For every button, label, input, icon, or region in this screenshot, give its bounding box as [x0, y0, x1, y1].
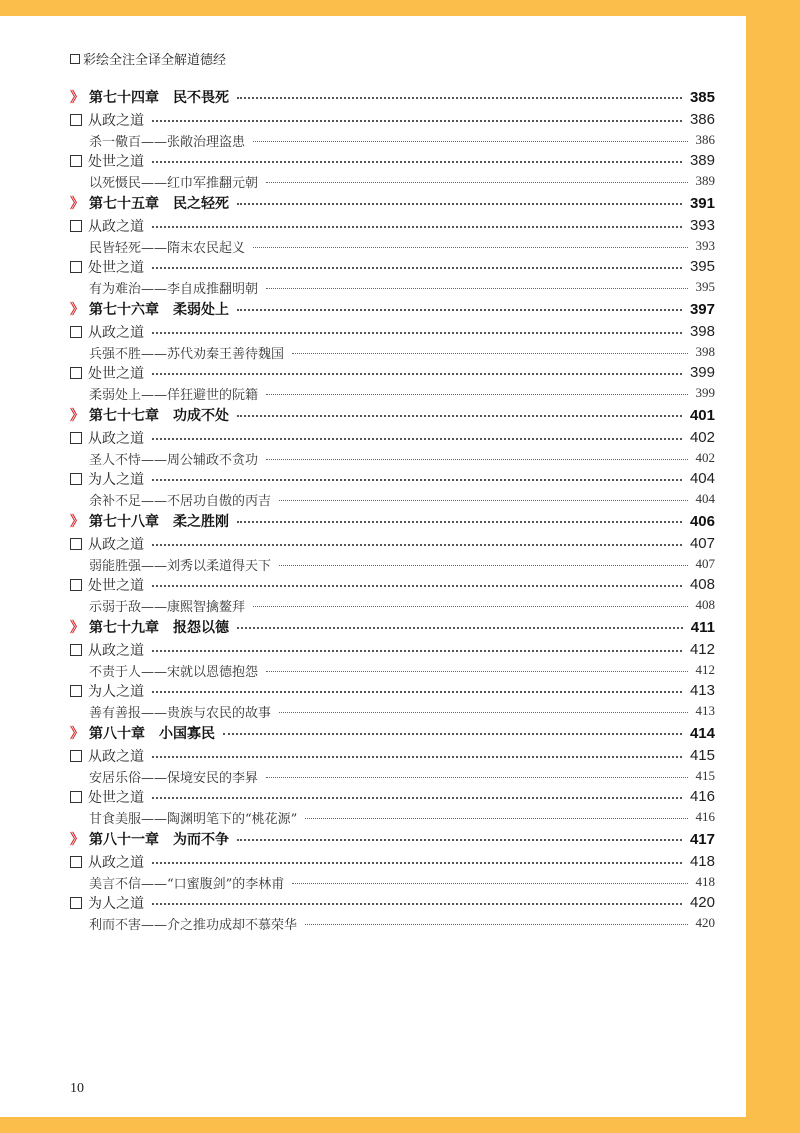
section-square-icon	[70, 155, 82, 167]
toc-page-number: 391	[689, 194, 715, 212]
section-square-icon	[70, 538, 82, 550]
checkbox-square-icon	[70, 54, 80, 64]
chapter-arrow-icon: 》	[70, 832, 84, 848]
chapter-title	[89, 829, 229, 849]
leader-dots	[152, 862, 682, 864]
leader-dots	[253, 141, 687, 142]
toc-page-number: 393	[689, 217, 715, 234]
toc-item-row[interactable]	[70, 595, 715, 615]
chapter-title	[89, 617, 229, 637]
toc-page-number: 386	[689, 111, 715, 128]
toc-page-number: 420	[689, 894, 715, 911]
section-square-icon	[70, 473, 82, 485]
toc-section-row[interactable]	[70, 150, 715, 171]
toc-item-row[interactable]	[70, 489, 715, 509]
story-title: 安居乐俗——保境安民的李昪	[89, 770, 259, 786]
toc-page-number: 420	[695, 915, 715, 930]
toc-section-row[interactable]	[70, 851, 715, 872]
running-header	[70, 49, 226, 68]
leader-dots	[266, 777, 687, 778]
toc-item-row[interactable]	[70, 766, 715, 786]
toc-page-number: 386	[695, 132, 715, 147]
toc-page-number: 404	[689, 470, 715, 487]
toc-page-number: 416	[689, 788, 715, 805]
toc-page-number: 407	[689, 535, 715, 552]
section-title: 从政之道	[88, 324, 144, 341]
story-title: 甘食美服——陶渊明笔下的“桃花源”	[89, 811, 298, 827]
toc-page-number: 397	[689, 300, 715, 318]
page-number: 10	[70, 1081, 84, 1096]
leader-dots	[152, 797, 682, 799]
chapter-title	[89, 405, 229, 425]
leader-dots	[152, 544, 682, 546]
toc-section-row[interactable]	[70, 468, 715, 489]
story-title: 善有善报——贵族与农民的故事	[89, 705, 272, 721]
toc-page-number: 395	[695, 279, 715, 294]
section-title: 为人之道	[88, 895, 144, 912]
leader-dots	[152, 903, 682, 905]
toc-section-row[interactable]	[70, 215, 715, 236]
leader-dots	[266, 671, 687, 672]
toc-page-number: 407	[695, 556, 715, 571]
toc-section-row[interactable]	[70, 109, 715, 130]
leader-dots	[292, 883, 687, 884]
story-title: 余补不足——不居功自傲的丙吉	[89, 493, 272, 509]
chapter-name: 小国寡民	[159, 726, 215, 742]
toc-chapter-row[interactable]	[70, 509, 715, 533]
chapter-arrow-icon: 》	[70, 90, 84, 106]
leader-dots	[237, 627, 683, 629]
leader-dots	[152, 479, 682, 481]
toc-item-row[interactable]	[70, 171, 715, 191]
leader-dots	[266, 182, 687, 183]
chapter-number: 第七十七章	[89, 408, 159, 424]
toc-section-row[interactable]	[70, 533, 715, 554]
leader-dots	[237, 415, 682, 417]
section-title: 处世之道	[88, 577, 144, 594]
section-title: 从政之道	[88, 748, 144, 765]
chapter-name: 民之轻死	[173, 196, 229, 212]
leader-dots	[152, 120, 682, 122]
leader-dots	[266, 394, 687, 395]
leader-dots	[305, 818, 687, 819]
toc-chapter-row[interactable]	[70, 721, 715, 745]
section-title: 处世之道	[88, 365, 144, 382]
story-title: 有为难治——李自成推翻明朝	[89, 281, 259, 297]
toc-page-number: 412	[695, 662, 715, 677]
story-title: 圣人不恃——周公辅政不贪功	[89, 452, 259, 468]
chapter-number: 第七十四章	[89, 90, 159, 106]
chapter-number: 第七十六章	[89, 302, 159, 318]
toc-page-number: 401	[689, 406, 715, 424]
chapter-title	[89, 299, 229, 319]
section-square-icon	[70, 685, 82, 697]
section-title: 从政之道	[88, 430, 144, 447]
chapter-number: 第八十一章	[89, 832, 159, 848]
leader-dots	[152, 585, 682, 587]
chapter-arrow-icon: 》	[70, 302, 84, 318]
toc-section-row[interactable]	[70, 362, 715, 383]
chapter-number: 第七十九章	[89, 620, 159, 636]
section-title: 从政之道	[88, 536, 144, 553]
book-title: 彩绘全注全译全解道德经	[83, 53, 227, 68]
leader-dots	[279, 712, 687, 713]
toc-chapter-row[interactable]	[70, 403, 715, 427]
toc-item-row[interactable]	[70, 383, 715, 403]
toc-section-row[interactable]	[70, 745, 715, 766]
leader-dots	[237, 203, 682, 205]
section-title: 从政之道	[88, 218, 144, 235]
chapter-number: 第八十章	[89, 726, 145, 742]
toc-section-row[interactable]	[70, 639, 715, 660]
leader-dots	[292, 353, 687, 354]
toc-item-row[interactable]	[70, 342, 715, 362]
section-square-icon	[70, 114, 82, 126]
toc-page-number: 404	[695, 491, 715, 506]
chapter-title	[89, 723, 215, 743]
chapter-name: 柔弱处上	[173, 302, 229, 318]
toc-page-number: 411	[690, 618, 715, 636]
section-title: 为人之道	[88, 471, 144, 488]
toc-page-number: 399	[689, 364, 715, 381]
story-title: 杀一儆百——张敞治理盗患	[89, 134, 246, 150]
toc-page-number: 415	[689, 747, 715, 764]
section-square-icon	[70, 644, 82, 656]
leader-dots	[152, 226, 682, 228]
toc-chapter-row[interactable]	[70, 191, 715, 215]
section-title: 从政之道	[88, 112, 144, 129]
toc-page-number: 389	[689, 152, 715, 169]
chapter-name: 柔之胜刚	[173, 514, 229, 530]
toc-page-number: 402	[689, 429, 715, 446]
toc-page-number: 418	[695, 874, 715, 889]
toc-page-number: 415	[695, 768, 715, 783]
section-square-icon	[70, 856, 82, 868]
story-title: 柔弱处上——佯狂避世的阮籍	[89, 387, 259, 403]
toc-page-number: 402	[695, 450, 715, 465]
section-square-icon	[70, 791, 82, 803]
section-square-icon	[70, 220, 82, 232]
toc-section-row[interactable]	[70, 574, 715, 595]
story-title: 民皆轻死——隋末农民起义	[89, 240, 246, 256]
section-title: 处世之道	[88, 789, 144, 806]
toc-section-row[interactable]	[70, 321, 715, 342]
section-title: 为人之道	[88, 683, 144, 700]
toc-section-row[interactable]	[70, 256, 715, 277]
leader-dots	[152, 373, 682, 375]
leader-dots	[223, 733, 682, 735]
leader-dots	[279, 565, 687, 566]
leader-dots	[152, 332, 682, 334]
leader-dots	[305, 924, 687, 925]
chapter-number: 第七十八章	[89, 514, 159, 530]
section-square-icon	[70, 750, 82, 762]
leader-dots	[152, 267, 682, 269]
leader-dots	[279, 500, 687, 501]
chapter-name: 为而不争	[173, 832, 229, 848]
chapter-arrow-icon: 》	[70, 408, 84, 424]
toc-page-number: 406	[689, 512, 715, 530]
leader-dots	[152, 650, 682, 652]
section-title: 从政之道	[88, 642, 144, 659]
chapter-arrow-icon: 》	[70, 196, 84, 212]
toc-page-number: 395	[689, 258, 715, 275]
chapter-name: 功成不处	[173, 408, 229, 424]
chapter-arrow-icon: 》	[70, 726, 84, 742]
section-square-icon	[70, 897, 82, 909]
toc-page-number: 399	[695, 385, 715, 400]
toc-page-number: 414	[689, 724, 715, 742]
story-title: 不责于人——宋就以恩德抱怨	[89, 664, 259, 680]
toc-item-row[interactable]	[70, 807, 715, 827]
toc-page-number: 412	[689, 641, 715, 658]
leader-dots	[237, 839, 682, 841]
toc-page-number: 398	[695, 344, 715, 359]
story-title: 弱能胜强——刘秀以柔道得天下	[89, 558, 272, 574]
toc-section-row[interactable]	[70, 786, 715, 807]
table-of-contents	[70, 85, 715, 933]
chapter-number: 第七十五章	[89, 196, 159, 212]
leader-dots	[152, 438, 682, 440]
toc-item-row[interactable]	[70, 554, 715, 574]
section-title: 从政之道	[88, 854, 144, 871]
section-square-icon	[70, 579, 82, 591]
story-title: 示弱于敌——康熙智擒鳌拜	[89, 599, 246, 615]
story-title: 兵强不胜——苏代劝秦王善待魏国	[89, 346, 285, 362]
chapter-title	[89, 511, 229, 531]
toc-page-number: 408	[695, 597, 715, 612]
chapter-name: 报怨以德	[173, 620, 229, 636]
toc-item-row[interactable]	[70, 701, 715, 721]
leader-dots	[266, 459, 687, 460]
leader-dots	[152, 756, 682, 758]
toc-item-row[interactable]	[70, 130, 715, 150]
toc-page-number: 418	[689, 853, 715, 870]
story-title: 美言不信——“口蜜腹剑”的李林甫	[89, 876, 285, 892]
leader-dots	[237, 97, 682, 99]
toc-chapter-row[interactable]	[70, 615, 715, 639]
chapter-arrow-icon: 》	[70, 514, 84, 530]
toc-section-row[interactable]	[70, 892, 715, 913]
toc-page-number: 389	[695, 173, 715, 188]
toc-item-row[interactable]	[70, 872, 715, 892]
toc-chapter-row[interactable]	[70, 297, 715, 321]
section-square-icon	[70, 367, 82, 379]
toc-item-row[interactable]	[70, 660, 715, 680]
story-title: 利而不害——介之推功成却不慕荣华	[89, 917, 298, 933]
toc-page-number: 393	[695, 238, 715, 253]
section-square-icon	[70, 432, 82, 444]
story-title: 以死慑民——红巾军推翻元朝	[89, 175, 259, 191]
leader-dots	[253, 606, 687, 607]
toc-page-number: 413	[695, 703, 715, 718]
toc-page-number: 408	[689, 576, 715, 593]
toc-page-number: 417	[689, 830, 715, 848]
toc-item-row[interactable]	[70, 448, 715, 468]
page-sheet	[0, 16, 746, 1117]
section-title: 处世之道	[88, 153, 144, 170]
section-square-icon	[70, 326, 82, 338]
leader-dots	[237, 309, 682, 311]
chapter-title	[89, 193, 229, 213]
leader-dots	[237, 521, 682, 523]
toc-item-row[interactable]	[70, 913, 715, 933]
toc-page-number: 413	[689, 682, 715, 699]
section-title: 处世之道	[88, 259, 144, 276]
chapter-name: 民不畏死	[173, 90, 229, 106]
toc-page-number: 398	[689, 323, 715, 340]
toc-page-number: 416	[695, 809, 715, 824]
toc-page-number: 385	[689, 88, 715, 106]
leader-dots	[253, 247, 687, 248]
toc-chapter-row[interactable]	[70, 85, 715, 109]
toc-section-row[interactable]	[70, 427, 715, 448]
toc-item-row[interactable]	[70, 236, 715, 256]
toc-section-row[interactable]	[70, 680, 715, 701]
chapter-arrow-icon: 》	[70, 620, 84, 636]
leader-dots	[152, 691, 682, 693]
chapter-title	[89, 87, 229, 107]
leader-dots	[266, 288, 687, 289]
leader-dots	[152, 161, 682, 163]
section-square-icon	[70, 261, 82, 273]
toc-chapter-row[interactable]	[70, 827, 715, 851]
toc-item-row[interactable]	[70, 277, 715, 297]
